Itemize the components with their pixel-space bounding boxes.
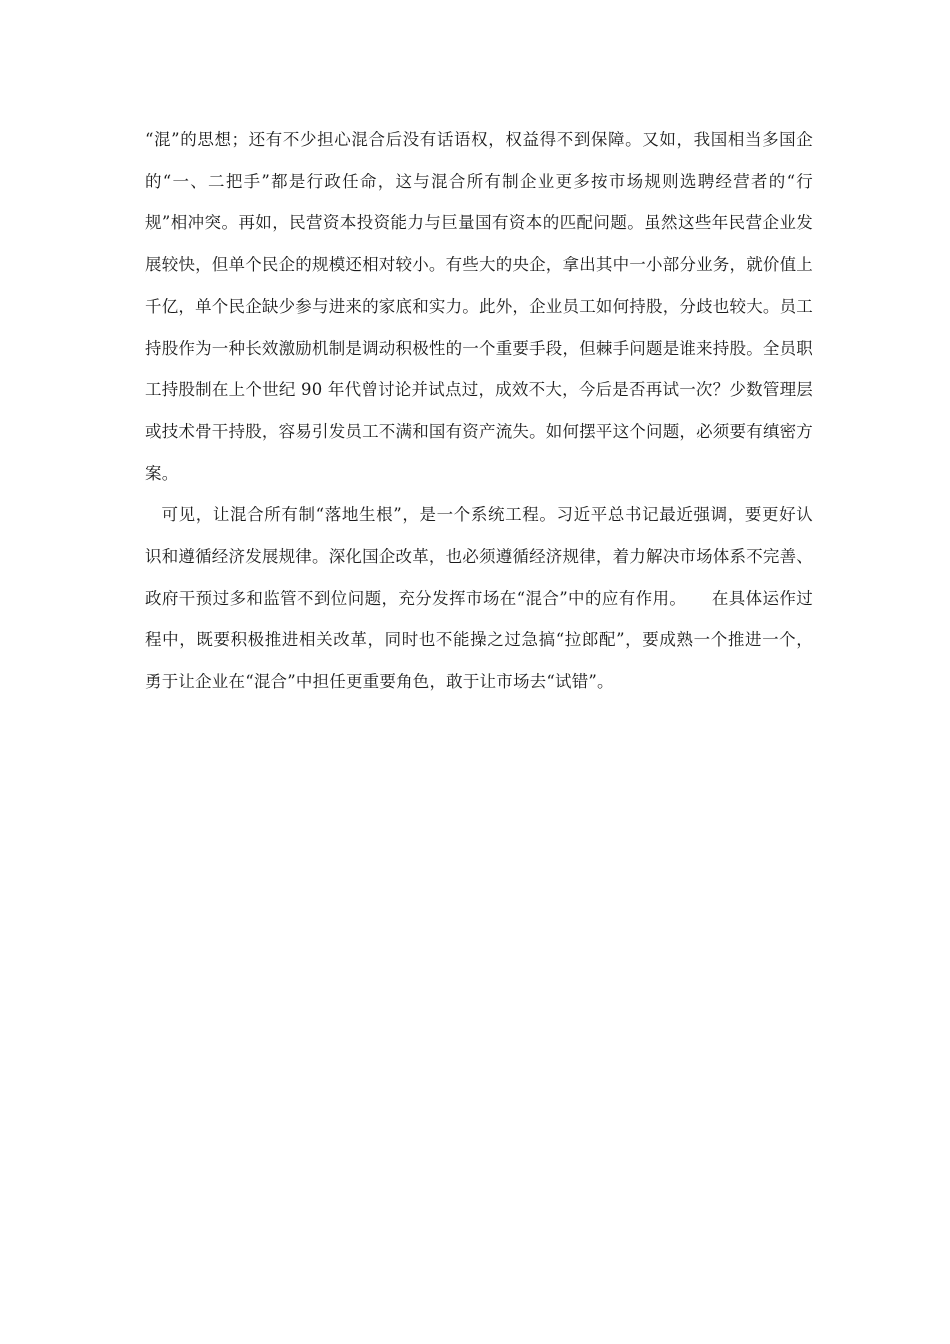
document-body (145, 119, 813, 703)
paragraph-1: “混”的思想；还有不少担心混合后没有话语权，权益得不到保障。又如，我国相当多国企的“一、二把手”都是行政任命，这与混合所有制企业更多按市场规则选聘经营者的“行规”相冲突。再如，民营资本投资能力与巨量国有资本的匹配问题。虽然这些年民营企业发展较快，但单个民企的规模还相对较小。有些大的央企，拿出其中一小部分业务，就价值上千亿，单个民企缺少参与进来的家底和实力。此外，企业员工如何持股，分歧也较大。员工持股作为一种长效激励机制是调动积极性的一个重要手段，但棘手问题是谁来持股。全员职工持股制在上个世纪 90 年代曾讨论并试点过，成效不大，今后是否再试一次？少数管理层或技术骨干持股，容易引发员工不满和国有资产流失。如何摆平这个问题，必须要有缜密方案。 (145, 130, 813, 483)
paragraph-2: 可见，让混合所有制“落地生根”，是一个系统工程。习近平总书记最近强调，要更好认识和遵循经济发展规律。深化国企改革，也必须遵循经济规律，着力解决市场体系不完善、政府干预过多和监管不到位问题，充分发挥市场在“混合”中的应有作用。 在具体运作过程中，既要积极推进相关改革，同时也不能操之过急搞“拉郎配”，要成熟一个推进一个，勇于让企业在“混合”中担任更重要角色，敢于让市场去“试错”。 (145, 505, 813, 692)
